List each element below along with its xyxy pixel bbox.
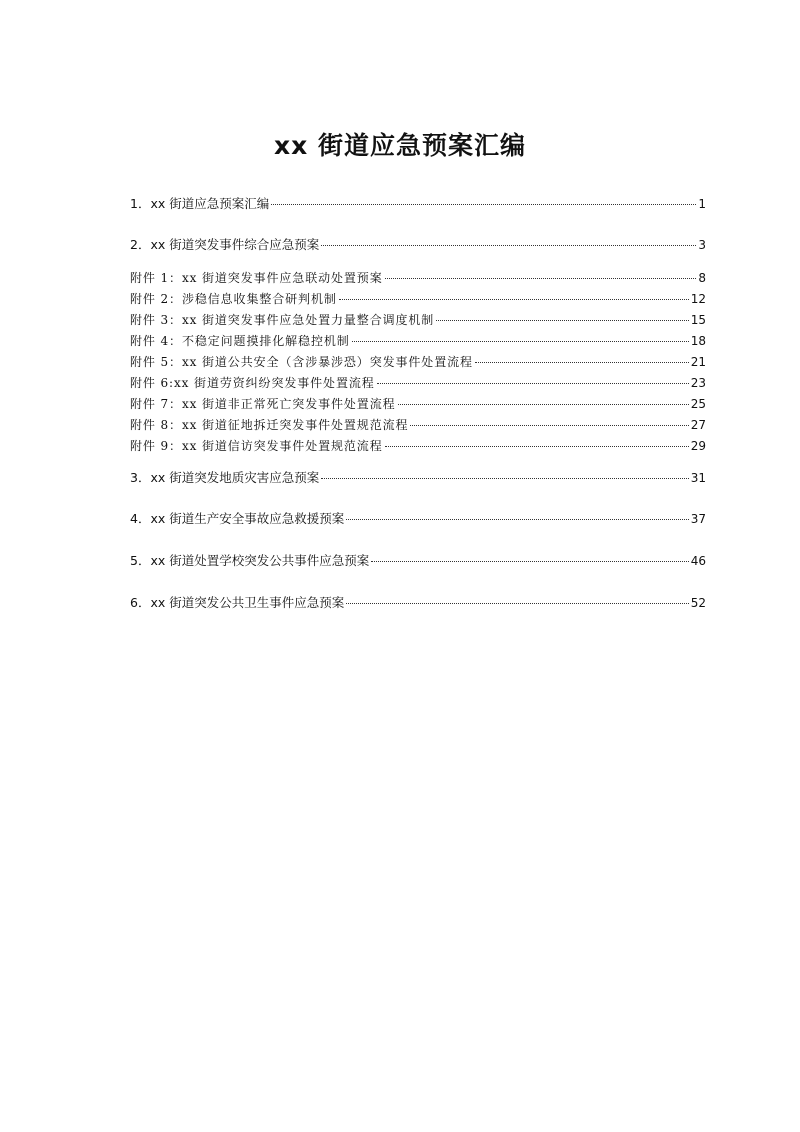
toc-dot-leader: [271, 204, 696, 205]
toc-entry-label: 附件 5：xx 街道公共安全（含涉暴涉恐）突发事件处置流程: [130, 355, 473, 369]
toc-dot-leader: [436, 320, 689, 321]
toc-entry[interactable]: [130, 269, 706, 286]
toc-entry-label: 附件 3：xx 街道突发事件应急处置力量整合调度机制: [130, 313, 435, 327]
toc-dot-leader: [385, 278, 697, 279]
toc-entry-label: 附件 6:xx 街道劳资纠纷突发事件处置流程: [130, 376, 375, 390]
toc-entry-label: 附件 1：xx 街道突发事件应急联动处置预案: [130, 271, 383, 285]
toc-dot-leader: [371, 561, 688, 562]
toc-dot-leader: [321, 478, 688, 479]
toc-entry[interactable]: [130, 551, 706, 569]
toc-entry-label: 3．xx 街道突发地质灾害应急预案: [130, 470, 320, 485]
toc-entry-label: 附件 9：xx 街道信访突发事件处置规范流程: [130, 439, 383, 453]
toc-page-number: 31: [690, 471, 706, 485]
toc-entry[interactable]: [130, 395, 706, 412]
toc-entry[interactable]: [130, 374, 706, 391]
toc-entry-label: 附件 8：xx 街道征地拆迁突发事件处置规范流程: [130, 418, 409, 432]
toc-page-number: 3: [698, 238, 706, 252]
toc-page-number: 23: [690, 376, 706, 390]
toc-page-number: 15: [690, 313, 706, 327]
toc-dot-leader: [352, 341, 689, 342]
toc-page-number: 21: [690, 355, 706, 369]
toc-dot-leader: [346, 519, 688, 520]
toc-entry[interactable]: [130, 437, 706, 454]
toc-dot-leader: [410, 425, 688, 426]
toc-page-number: 12: [690, 292, 706, 306]
toc-entry-label: 附件 4：不稳定问题摸排化解稳控机制: [130, 334, 350, 348]
toc-entry-label: 6．xx 街道突发公共卫生事件应急预案: [130, 595, 345, 610]
toc-entry[interactable]: [130, 194, 706, 212]
toc-entry[interactable]: [130, 290, 706, 307]
toc-entry-label: 附件 7：xx 街道非正常死亡突发事件处置流程: [130, 397, 396, 411]
toc-entry[interactable]: [130, 353, 706, 370]
toc-entry[interactable]: [130, 235, 706, 253]
toc-entry[interactable]: [130, 332, 706, 349]
toc-page-number: 8: [698, 271, 706, 285]
document-title: xx 街道应急预案汇编: [274, 131, 526, 160]
toc-entry[interactable]: [130, 311, 706, 328]
toc-entry[interactable]: [130, 468, 706, 486]
toc-dot-leader: [321, 245, 696, 246]
toc-page-number: 29: [690, 439, 706, 453]
toc-entry[interactable]: [130, 593, 706, 611]
toc-page-number: 52: [690, 596, 706, 610]
toc-page-number: 25: [690, 397, 706, 411]
toc-dot-leader: [377, 383, 689, 384]
toc-entry[interactable]: [130, 416, 706, 433]
toc-entry-label: 4．xx 街道生产安全事故应急救援预案: [130, 511, 345, 526]
toc-entry-label: 5．xx 街道处置学校突发公共事件应急预案: [130, 553, 370, 568]
toc-entry-label: 1．xx 街道应急预案汇编: [130, 196, 270, 211]
toc-page-number: 37: [690, 512, 706, 526]
toc-dot-leader: [339, 299, 689, 300]
toc-dot-leader: [398, 404, 689, 405]
toc-page-number: 1: [698, 197, 706, 211]
toc-entry-label: 附件 2：涉稳信息收集整合研判机制: [130, 292, 337, 306]
toc-entry[interactable]: [130, 509, 706, 527]
toc-dot-leader: [475, 362, 689, 363]
toc-page-number: 46: [690, 554, 706, 568]
toc-page-number: 27: [690, 418, 706, 432]
toc-entry-label: 2．xx 街道突发事件综合应急预案: [130, 237, 320, 252]
toc-dot-leader: [346, 603, 688, 604]
toc-dot-leader: [385, 446, 689, 447]
toc-page-number: 18: [690, 334, 706, 348]
